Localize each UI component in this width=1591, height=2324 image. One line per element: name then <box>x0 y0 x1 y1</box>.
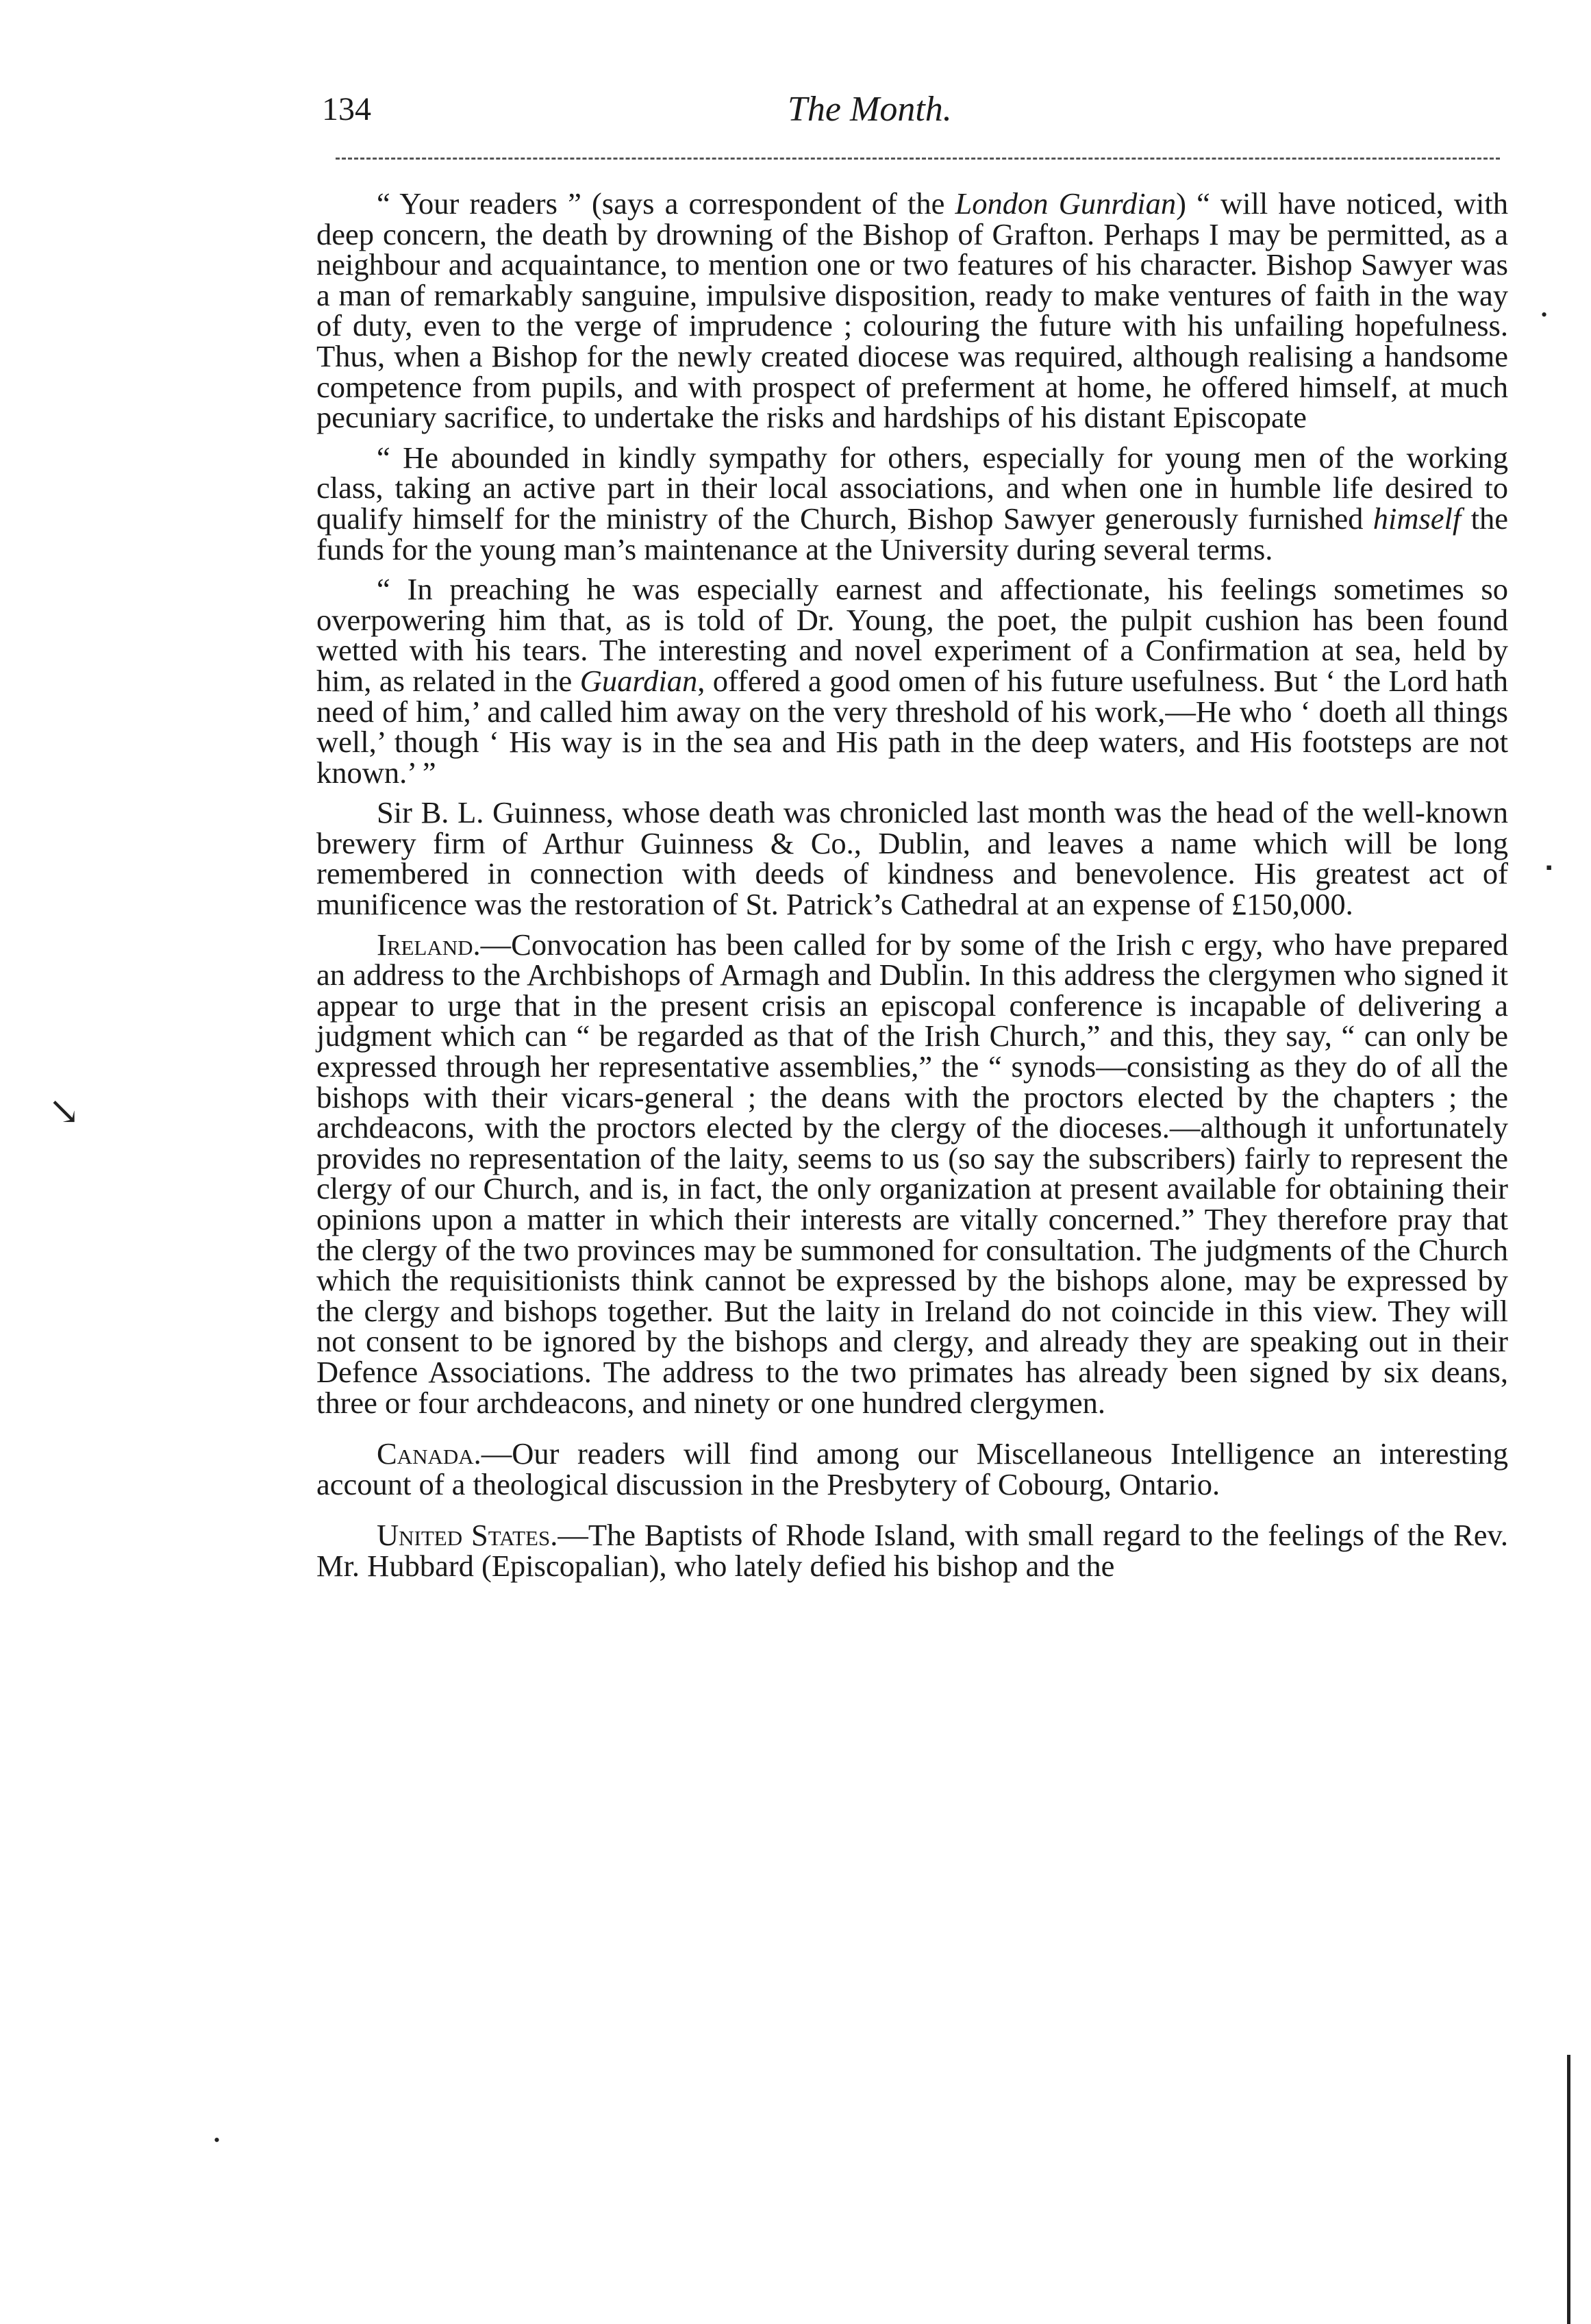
paragraph <box>316 574 1508 788</box>
paragraph-text: —Convocation has been called for by some of the Irish c ergy, who have prepared an address to the Archbishops of Armagh and Dublin. In this address the clergymen who signed it appear to urge that in the present crisis an episcopal conference is incapable of delivering a judgment which can “ be regarded as that of the Irish Church,” and this, they say, “ can only be expressed through her representative assemblies,” the “ synods—consisting as they do of all the bishops with their vicars-general ; the deans with the proctors elected by the chapters ; the archdeacons, with the proctors elected by the clergy of the dioceses.—although it unfortunately provides no representation of the laity, seems to us (so say the subscribers) fairly to represent the clergy of our Church, and is, in fact, the only organization at present available for obtaining their opinions upon a matter in which their interests are vitally concerned.” They therefore pray that the clergy of the two provinces may be summoned for consultation. The judgments of the Church which the requisitionists think cannot be expressed by the bishops alone, may be expressed by the clergy and bishops together. But the laity in Ireland do not coincide in this view. They will not consent to be ignored by the bishops and clergy, and already they are speaking out in their Defence Associations. The address to the two primates has already been signed by six deans, three or four archdeacons, and ninety or one hundred clergymen. <box>316 927 1508 1420</box>
journal-title: The Month. <box>788 90 952 129</box>
paragraph-text: “ In preaching he was especially earnest and affectionate, his feelings sometimes so overpowering him that, as is told of Dr. Young, the poet, the pulpit cushion has been found wetted with his tears. The interesting and novel experiment of a Confirmation at sea, held by him, as related in the <box>316 572 1508 698</box>
paragraph-text: ) “ will have noticed, with deep concern, the death by drowning of the Bishop of Grafton. Perhaps I may be permitted, as a neighbour and acquaintance, to mention one or two features of his character. Bishop Sawyer was a man of remarkably sanguine, impulsive disposition, ready to make ventures of faith in the way of duty, even to the verge of imprudence ; colouring the future with his unfailing hopefulness. Thus, when a Bishop for the newly created diocese was required, although realising a handsome competence from pupils, and with prospect of preferment at home, he offered himself, at much pecuniary sacrifice, to undertake the risks and hardships of his distant Episcopate <box>316 186 1508 435</box>
margin-dot-mark: • <box>214 2130 221 2150</box>
italic-title: himself <box>1373 501 1462 536</box>
page-edge-bar <box>1567 2055 1570 2324</box>
section-heading: Ireland. <box>377 927 481 962</box>
paragraph-text: —The Baptists of Rhode Island, with small regard to the feelings of the Rev. Mr. Hubbard (Episcopalian), who lately defied his bishop and the <box>316 1518 1509 1583</box>
margin-dot-mark: • <box>1541 305 1548 325</box>
running-head <box>322 89 1500 151</box>
margin-arrow-mark: ↘ <box>48 1090 80 1133</box>
paragraph <box>316 795 1508 922</box>
section-heading: Canada. <box>377 1436 481 1471</box>
body-text <box>316 188 1508 1582</box>
paragraph-text: —Our readers will find among our Miscellaneous Intelligence an interesting account of a theological discussion in the Presbytery of Cobourg, Ontario. <box>316 1436 1508 1501</box>
paragraph-text: , offered a good omen of his future usefulness. But ‘ the Lord hath need of him,’ and called him away on the very threshold of his work,—He who ‘ doeth all things well,’ though ‘ His way is in the sea and His path in the deep waters, and His footsteps are not known.’ ” <box>316 663 1508 790</box>
italic-title: Guardian <box>579 663 698 698</box>
page-number: 134 <box>322 91 371 127</box>
paragraph <box>316 442 1508 564</box>
section-heading: United States. <box>377 1518 558 1553</box>
header-rule <box>336 158 1500 160</box>
paragraph <box>316 188 1508 433</box>
italic-title: London Gunrdian <box>955 186 1177 221</box>
paragraph <box>316 1520 1508 1581</box>
paragraph-text: Sir B. L. Guinness, whose death was chronicled last month was the head of the well-known brewery firm of Arthur Guinness & Co., Dublin, and leaves a name which will be long remembered in connection with deeds of kindness and benevolence. His greatest act of munificence was the restoration of St. Patrick’s Cathedral at an expense of £150,000. <box>316 795 1508 922</box>
paragraph-text: “ He abounded in kindly sympathy for others, especially for young men of the working class, taking an active part in their local associations, and when one in humble life desired to qualify himself for the ministry of the Church, Bishop Sawyer generously furnished <box>316 440 1508 536</box>
paragraph <box>316 1438 1508 1499</box>
margin-tick-mark: ▪ <box>1546 858 1553 877</box>
paragraph-text: the funds for the young man’s maintenance at the University during several terms. <box>316 501 1508 566</box>
paragraph-text: “ Your readers ” (says a correspondent of the <box>377 186 955 221</box>
paragraph <box>316 929 1508 1419</box>
